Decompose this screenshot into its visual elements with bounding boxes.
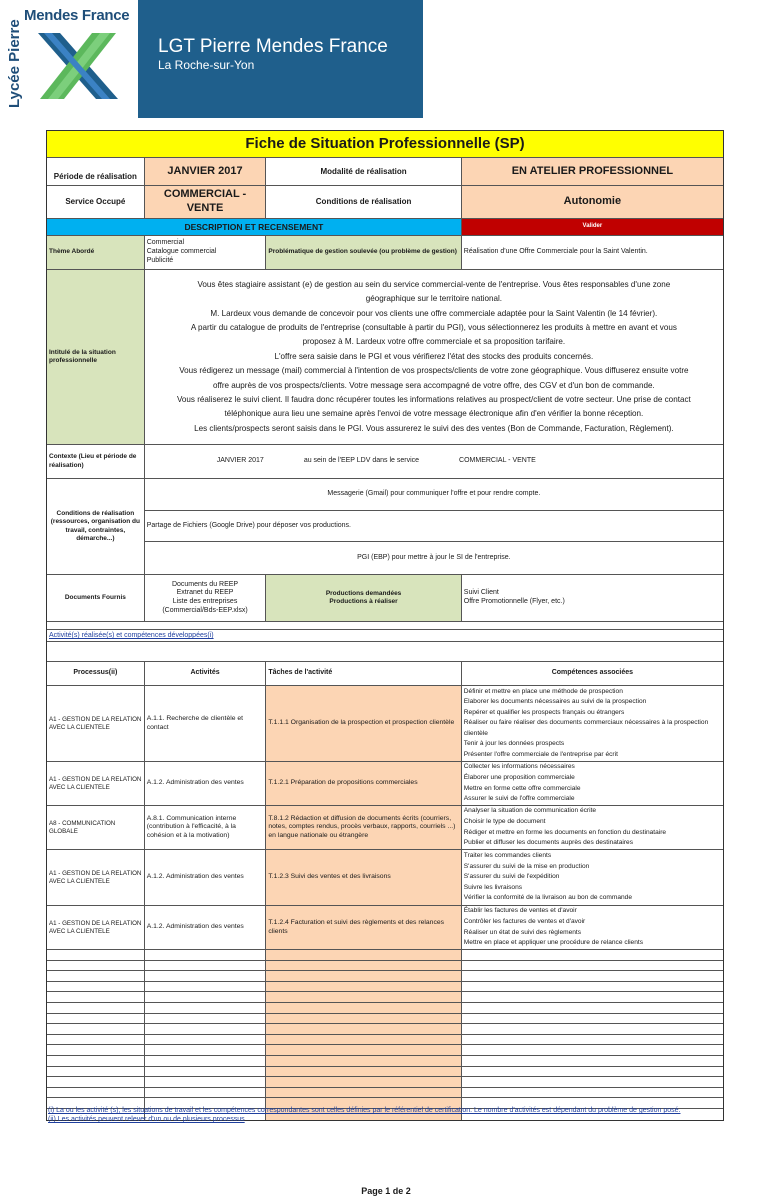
- empty-table-row: [47, 1067, 723, 1078]
- empty-cell: [462, 1014, 723, 1024]
- header-competences: Compétences associées: [551, 669, 634, 677]
- empty-cell: [145, 1045, 267, 1055]
- empty-cell: [266, 950, 461, 960]
- periode-label: Période de réalisation: [47, 158, 145, 185]
- description-header-row: [47, 219, 723, 236]
- competence-item: Assurer le suivi de l'offre commerciale: [463, 795, 575, 803]
- document-line: Liste des entreprises: [172, 598, 238, 605]
- intitule-line: proposez à M. Lardeux votre offre commerciale et sa proposition tarifaire.: [302, 337, 566, 347]
- empty-cell: [462, 961, 723, 971]
- footnotes: [48, 1106, 680, 1124]
- competences-cell: [462, 806, 723, 849]
- empty-cell: [47, 1024, 145, 1034]
- school-name: LGT Pierre Mendes France: [158, 36, 388, 57]
- competences-cell: [462, 686, 723, 761]
- empty-cell: [47, 1077, 145, 1087]
- competence-item: Réaliser ou faire réaliser des documents commerciaux nécessaires à la prospection clientèle: [463, 719, 709, 737]
- table-row: [47, 906, 723, 950]
- empty-cell: [266, 982, 461, 992]
- empty-cell: [145, 1035, 267, 1045]
- intitule-line: Vous réaliserez le suivi client. Il faudra donc récupérer toutes les informations relatives au prospect/client de votre secteur. Une prise de contact: [176, 395, 691, 405]
- theme-values: [145, 236, 267, 269]
- intitule-line: M. Lardeux vous demande de concevoir pour vos clients une offre commerciale adaptée pour la Saint Valentin (le 14 février).: [210, 308, 658, 318]
- empty-cell: [266, 1056, 461, 1066]
- empty-cell: [145, 950, 267, 960]
- empty-cell: [266, 1067, 461, 1077]
- empty-cell: [462, 1056, 723, 1066]
- empty-cell: [145, 1003, 267, 1013]
- intitule-line: A partir du catalogue de produits de l'entreprise (consultable à partir du PGI), vous sélectionnerez les produits à mettre en avant et vous: [190, 322, 677, 332]
- contexte-values: [145, 445, 723, 478]
- conditions-real-row: [47, 479, 723, 575]
- activites-header-row: [47, 662, 723, 686]
- logo-x-icon: [30, 27, 126, 105]
- periode-row: [47, 158, 723, 186]
- empty-cell: [266, 1014, 461, 1024]
- activite-cell: A.8.1. Communication interne (contribution à l'efficacité, à la cohésion et à la motivation): [145, 806, 267, 849]
- school-logo: [0, 0, 138, 118]
- productions-label-line: Productions à réaliser: [329, 598, 398, 605]
- modalite-label: Modalité de réalisation: [266, 158, 461, 185]
- periode-value: JANVIER 2017: [145, 158, 267, 185]
- empty-cell: [47, 1045, 145, 1055]
- empty-cell: [266, 1024, 461, 1034]
- service-label: Service Occupé: [47, 186, 145, 218]
- header-taches: Tâches de l'activité: [266, 662, 461, 685]
- problematique-label: Problématique de gestion soulevée (ou problème de gestion): [266, 236, 461, 269]
- empty-cell: [266, 971, 461, 981]
- competence-item: Collecter les informations nécessaires: [463, 763, 575, 771]
- empty-table-row: [47, 1088, 723, 1099]
- empty-cell: [145, 982, 267, 992]
- intitule-text: [145, 270, 723, 444]
- empty-cell: [266, 1077, 461, 1087]
- empty-cell: [462, 971, 723, 981]
- intitule-line: offre auprès de vos prospects/clients. Votre message sera accompagné de votre offre, des CGV et d'un bon de commande.: [213, 380, 655, 390]
- productions-values: [462, 575, 723, 621]
- tache-cell: T.1.2.3 Suivi des ventes et des livraisons: [266, 850, 461, 905]
- theme-line: Commercial: [146, 239, 185, 247]
- competence-item: Choisir le type de document: [463, 817, 546, 825]
- competence-item: Élaborer une proposition commerciale: [463, 773, 575, 781]
- empty-rows: [47, 950, 723, 1120]
- processus-cell: A1 - GESTION DE LA RELATION AVEC LA CLIENTELE: [47, 686, 145, 761]
- activite-cell: A.1.2. Administration des ventes: [145, 762, 267, 805]
- empty-cell: [47, 961, 145, 971]
- empty-cell: [266, 992, 461, 1002]
- competence-item: Réaliser un état de suivi des règlements: [463, 928, 582, 936]
- competence-item: S'assurer du suivi de la mise en production: [463, 862, 590, 870]
- school-city: La Roche-sur-Yon: [158, 58, 255, 72]
- theme-label: Thème Abordé: [47, 236, 145, 269]
- footnote: (i) La ou les activité (s), les situations de travail et les compétences correspondantes sont celles définies par le référentiel de certification. Le nombre d'activités est dépendant du problème de gestion posé.: [48, 1107, 681, 1114]
- header-banner: [0, 0, 423, 118]
- empty-table-row: [47, 961, 723, 972]
- empty-cell: [47, 1067, 145, 1077]
- service-value: COMMERCIAL - VENTE: [145, 186, 267, 218]
- logo-title: Mendes France: [24, 7, 130, 24]
- competence-item: Vérifier la conformité de la livraison au bon de commande: [463, 894, 633, 902]
- document-line: Documents du REEP: [171, 580, 239, 588]
- condition-line: Messagerie (Gmail) pour communiquer l'offre et pour rendre compte.: [145, 479, 723, 511]
- contexte-label: Contexte (Lieu et période de réalisation): [47, 445, 145, 478]
- tache-cell: T.1.1.1 Organisation de la prospection et prospection clientèle: [266, 686, 461, 761]
- processus-cell: A1 - GESTION DE LA RELATION AVEC LA CLIENTELE: [47, 762, 145, 805]
- competence-item: Repérer et qualifier les prospects français ou étrangers: [463, 708, 625, 716]
- empty-cell: [47, 992, 145, 1002]
- table-row: [47, 762, 723, 806]
- condition-line: PGI (EBP) pour mettre à jour le SI de l'entreprise.: [357, 553, 511, 561]
- empty-cell: [462, 992, 723, 1002]
- competence-item: Tenir à jour les données prospects: [463, 740, 565, 748]
- empty-cell: [462, 950, 723, 960]
- empty-table-row: [47, 982, 723, 993]
- empty-cell: [145, 1088, 267, 1098]
- theme-row: [47, 236, 723, 270]
- intitule-row: [47, 270, 723, 445]
- condition-line: Partage de Fichiers (Google Drive) pour déposer vos productions.: [145, 511, 723, 543]
- productions-label-line: Productions demandées: [325, 589, 402, 597]
- contexte-lieu: au sein de l'EEP LDV dans le service: [303, 457, 420, 465]
- intitule-line: Les clients/prospects seront saisis dans le PGI. Vous assurerez le suivi des des ventes (Bon de Commande, Facturation, Règlement).: [194, 423, 674, 433]
- empty-cell: [462, 1077, 723, 1087]
- description-header: DESCRIPTION ET RECENSEMENT: [47, 219, 462, 235]
- section-spacer: [47, 642, 723, 662]
- table-row: [47, 850, 723, 906]
- empty-cell: [266, 1045, 461, 1055]
- empty-cell: [145, 1014, 267, 1024]
- service-row: [47, 186, 723, 219]
- empty-cell: [266, 1035, 461, 1045]
- header-processus: Processus(ii): [47, 662, 145, 685]
- tache-cell: T.1.2.1 Préparation de propositions commerciales: [266, 762, 461, 805]
- competence-item: Elaborer les documents nécessaires au suivi de la prospection: [463, 698, 647, 706]
- contexte-date: JANVIER 2017: [216, 457, 264, 465]
- empty-cell: [145, 1067, 267, 1077]
- conditions-real-values: [145, 479, 723, 574]
- empty-cell: [145, 992, 267, 1002]
- empty-cell: [462, 1088, 723, 1098]
- competence-item: Suivre les livraisons: [463, 883, 523, 891]
- problematique-value: Réalisation d'une Offre Commerciale pour la Saint Valentin.: [463, 248, 648, 256]
- competence-item: Mettre en place et appliquer une procédure de relance clients: [463, 939, 644, 947]
- document-line: Extranet du REEP: [176, 589, 234, 597]
- fiche-table: [46, 130, 724, 1121]
- empty-cell: [462, 982, 723, 992]
- competence-item: S'assurer du suivi de l'expédition: [463, 873, 560, 881]
- table-row: [47, 806, 723, 850]
- modalite-value: EN ATELIER PROFESSIONNEL: [462, 158, 723, 185]
- intitule-line: L'offre sera saisie dans le PGI et vous vérifierez l'état des stocks des produits concernés.: [274, 351, 594, 361]
- empty-cell: [462, 1045, 723, 1055]
- competence-item: Établir les factures de ventes et d'avoir: [463, 907, 577, 915]
- empty-table-row: [47, 1077, 723, 1088]
- intitule-line: Vous êtes stagiaire assistant (e) de gestion au sein du service commercial-vente de l'entreprise. Vous êtes responsables d'une zone: [197, 279, 671, 289]
- intitule-label: Intitulé de la situation professionnelle: [47, 270, 145, 444]
- contexte-service: COMMERCIAL - VENTE: [459, 457, 536, 465]
- section-spacer: [47, 622, 723, 630]
- empty-table-row: [47, 950, 723, 961]
- empty-cell: [462, 1067, 723, 1077]
- empty-cell: [145, 1077, 267, 1087]
- theme-line: Publicité: [146, 256, 174, 264]
- empty-table-row: [47, 992, 723, 1003]
- header-activites: Activités: [145, 662, 267, 685]
- empty-table-row: [47, 1035, 723, 1046]
- tache-cell: T.8.1.2 Rédaction et diffusion de documents écrits (courriers, notes, comptes rendus, procès verbaux, rapports, courriels ...) en langue nationale ou étrangère: [266, 806, 461, 849]
- productions-label: [266, 575, 461, 621]
- theme-line: Catalogue commercial: [146, 248, 217, 256]
- empty-cell: [47, 1088, 145, 1098]
- competence-item: Analyser la situation de communication écrite: [463, 807, 597, 815]
- empty-cell: [47, 1003, 145, 1013]
- empty-table-row: [47, 1045, 723, 1056]
- empty-cell: [47, 982, 145, 992]
- production-line: Suivi Client: [463, 589, 499, 597]
- empty-cell: [47, 1014, 145, 1024]
- competence-item: Définir et mettre en place une méthode de prospection: [463, 687, 623, 695]
- empty-cell: [47, 971, 145, 981]
- empty-cell: [145, 1056, 267, 1066]
- empty-table-row: [47, 1056, 723, 1067]
- documents-row: [47, 575, 723, 622]
- competences-cell: [462, 762, 723, 805]
- empty-cell: [47, 1056, 145, 1066]
- activites-link[interactable]: Activité(s) réalisée(s) et compétences développées(i): [47, 630, 723, 642]
- valider-button[interactable]: Valider: [462, 219, 723, 235]
- empty-cell: [462, 1035, 723, 1045]
- empty-cell: [47, 950, 145, 960]
- empty-cell: [47, 1035, 145, 1045]
- document-line: (Commercial/Bds-EEP.xlsx): [162, 606, 248, 614]
- intitule-line: géographique sur le territoire national.: [365, 294, 503, 304]
- activite-cell: A.1.1. Recherche de clientèle et contact: [145, 686, 267, 761]
- empty-table-row: [47, 1003, 723, 1014]
- competence-item: Présenter l'offre commerciale de l'entreprise par écrit: [463, 750, 618, 758]
- activite-cell: A.1.2. Administration des ventes: [145, 906, 267, 949]
- empty-cell: [266, 961, 461, 971]
- empty-cell: [462, 1003, 723, 1013]
- competence-item: Traiter les commandes clients: [463, 852, 552, 860]
- empty-table-row: [47, 1014, 723, 1025]
- empty-cell: [145, 961, 267, 971]
- page-number: Page 1 de 2: [361, 1186, 411, 1196]
- competences-cell: [462, 850, 723, 905]
- conditions-real-label: Conditions de réalisation (ressources, organisation du travail, contraintes, démarche...): [47, 479, 145, 574]
- footnote: (ii) Les activités peuvent relever d'un ou de plusieurs processus: [48, 1116, 245, 1124]
- logo-vertical-text: Lycée Pierre: [6, 19, 23, 108]
- competences-cell: [462, 906, 723, 949]
- empty-cell: [462, 1024, 723, 1034]
- activite-cell: A.1.2. Administration des ventes: [145, 850, 267, 905]
- intitule-line: Vous rédigerez un message (mail) commercial à l'intention de vos prospects/clients de votre zone géographique. Vous diffuserez ensuite votre: [179, 366, 689, 376]
- competence-item: Publier et diffuser les documents auprès des destinataires: [463, 839, 633, 847]
- contexte-row: [47, 445, 723, 479]
- documents-label: Documents Fournis: [47, 575, 145, 621]
- conditions-label: Conditions de réalisation: [266, 186, 461, 218]
- empty-cell: [145, 971, 267, 981]
- processus-cell: A8 - COMMUNICATION GLOBALE: [47, 806, 145, 849]
- competence-item: Contrôler les factures de ventes et d'avoir: [463, 917, 586, 925]
- production-line: Offre Promotionnelle (Flyer, etc.): [463, 598, 565, 605]
- documents-values: [145, 575, 267, 621]
- empty-table-row: [47, 971, 723, 982]
- tache-cell: T.1.2.4 Facturation et suivi des règlements et des relances clients: [266, 906, 461, 949]
- competence-item: Mettre en forme cette offre commerciale: [463, 784, 581, 792]
- table-row: [47, 686, 723, 762]
- fiche-title: Fiche de Situation Professionnelle (SP): [47, 131, 723, 157]
- empty-table-row: [47, 1024, 723, 1035]
- title-row: [47, 131, 723, 158]
- empty-cell: [266, 1088, 461, 1098]
- processus-cell: A1 - GESTION DE LA RELATION AVEC LA CLIENTELE: [47, 906, 145, 949]
- competence-item: Rédiger et mettre en forme les documents en fonction du destinataire: [463, 828, 667, 836]
- processus-cell: A1 - GESTION DE LA RELATION AVEC LA CLIENTELE: [47, 850, 145, 905]
- conditions-value: Autonomie: [462, 186, 723, 218]
- intitule-line: téléphonique aura lieu une semaine après l'envoi de votre message électronique afin d'en vérifier la bonne réception.: [224, 409, 644, 419]
- empty-cell: [145, 1024, 267, 1034]
- empty-cell: [266, 1003, 461, 1013]
